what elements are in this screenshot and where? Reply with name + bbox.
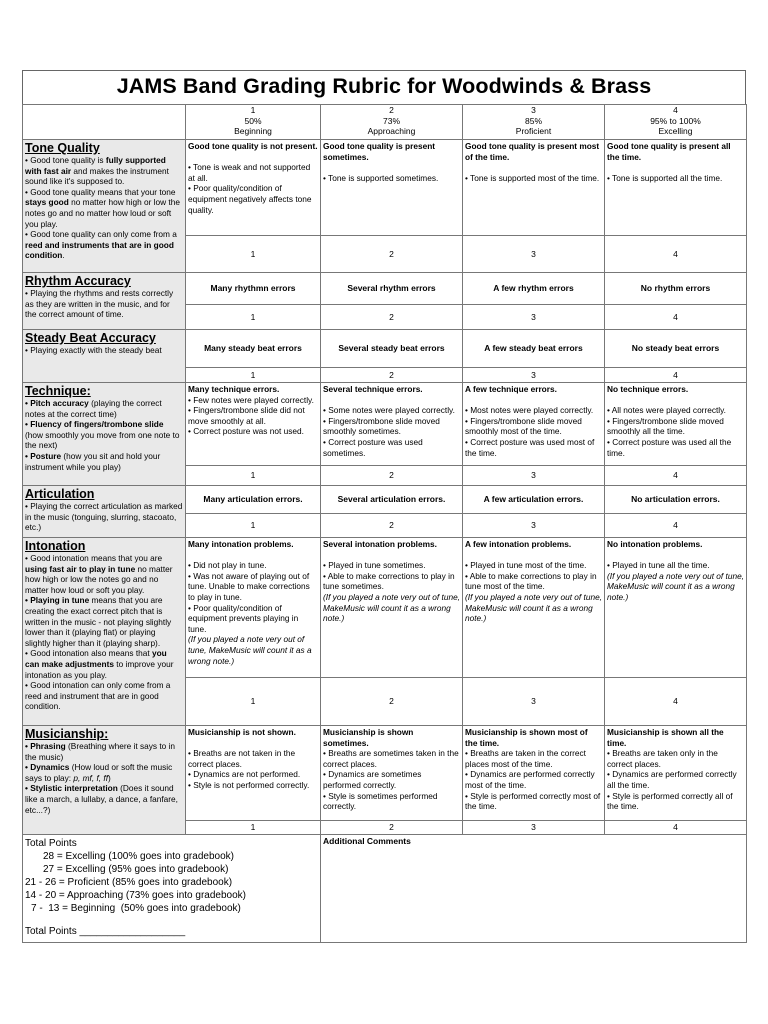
score-cell: 1 (186, 305, 321, 330)
score-cell: 1 (186, 368, 321, 383)
musicianship-level-1: Musicianship is not shown. • Breaths are not taken in the correct places. • Dynamics are not performed. • Style is not performed correctly. (186, 726, 321, 821)
total-line: 7 - 13 = Beginning (50% goes into gradebook) (31, 903, 241, 914)
musicianship-row (23, 726, 747, 821)
score-cell: 4 (605, 514, 747, 538)
score-cell: 4 (605, 305, 747, 330)
score-cell: 1 (186, 236, 321, 273)
rhythm-level-1: Many rhythmn errors (186, 273, 321, 305)
technique-criterion: Technique: • Pitch accuracy (playing the correct notes at the correct time) • Fluency of fingers/trombone slide (how smoothly you move from one note to the next) • Posture (how you sit and hold your instrument while you play) (23, 383, 186, 486)
rubric-page (22, 70, 746, 943)
musicianship-level-3: Musicianship is shown most of the time. • Breaths are taken in the correct places most of the time. • Dynamics are performed correctly most of the time. • Style is performed correctly most of the time. (463, 726, 605, 821)
score-cell: 2 (321, 821, 463, 835)
score-cell: 3 (463, 821, 605, 835)
level-2-header: 2 73% Approaching (321, 105, 463, 140)
rhythm-criterion: Rhythm Accuracy • Playing the rhythms and rests correctly as they are written in the music, and for the correct amount of time. (23, 273, 186, 330)
score-cell: 2 (321, 678, 463, 726)
articulation-level-4: No articulation errors. (605, 486, 747, 514)
score-cell: 1 (186, 514, 321, 538)
rhythm-row (23, 273, 747, 305)
tone-level-4: Good tone quality is present all the time. • Tone is supported all the time. (605, 140, 747, 236)
level-3-header: 3 85% Proficient (463, 105, 605, 140)
score-cell: 3 (463, 236, 605, 273)
tone-level-1: Good tone quality is not present. • Tone is weak and not supported at all. • Poor quality/condition of equipment negatively affects tone quality. (186, 140, 321, 236)
steady-beat-criterion: Steady Beat Accuracy • Playing exactly with the steady beat (23, 330, 186, 383)
score-cell: 4 (605, 678, 747, 726)
total-line: 14 - 20 = Approaching (73% goes into gradebook) (25, 890, 246, 901)
score-cell: 4 (605, 236, 747, 273)
articulation-criterion: Articulation • Playing the correct articulation as marked in the music (tonguing, slurring, stacoato, etc.) (23, 486, 186, 538)
intonation-criterion: Intonation • Good intonation means that you are using fast air to play in tune no matter how high or low the notes go and no matter how loud or soft you play. • Playing in tune means that you are creating the exact correct pitch that is written in the music - not playing slightly lower than it (playing flat) or playing slightly higher than it (playing sharp). • Good intonation also means that you can make adjustments to improve your intonation as you play. • Good intonation can only come from a reed and instrument that are in good condition. (23, 538, 186, 726)
score-cell: 3 (463, 466, 605, 486)
score-cell: 4 (605, 368, 747, 383)
additional-comments-label: Additional Comments (323, 836, 411, 846)
rhythm-level-2: Several rhythm errors (321, 273, 463, 305)
beat-level-3: A few steady beat errors (463, 330, 605, 368)
score-cell: 4 (605, 821, 747, 835)
technique-level-4: No technique errors. • All notes were played correctly. • Fingers/trombone slide moved smoothly all the time. • Correct posture was used all the time. (605, 383, 747, 466)
score-cell: 3 (463, 368, 605, 383)
rhythm-level-4: No rhythm errors (605, 273, 747, 305)
score-cell: 1 (186, 678, 321, 726)
score-cell: 3 (463, 678, 605, 726)
score-cell: 2 (321, 368, 463, 383)
musicianship-level-2: Musicianship is shown sometimes. • Breaths are sometimes taken in the correct places. • Dynamics are sometimes performed correctly. • Style is sometimes performed correctly. (321, 726, 463, 821)
rubric-table (22, 104, 747, 943)
score-cell: 2 (321, 305, 463, 330)
score-cell: 2 (321, 466, 463, 486)
intonation-row (23, 538, 747, 678)
score-cell: 1 (186, 821, 321, 835)
score-cell: 3 (463, 514, 605, 538)
score-cell: 1 (186, 466, 321, 486)
musicianship-criterion: Musicianship: • Phrasing (Breathing where it says to in the music) • Dynamics (How loud or soft the music says to play: p, mf, f, ff) • Stylistic interpretation (Does it sound like a march, a lullaby, a dance, a fanfare, etc...?) (23, 726, 186, 835)
musicianship-level-4: Musicianship is shown all the time. • Breaths are taken only in the correct places. • Dynamics are performed correctly all the time. • Style is performed correctly all of the time. (605, 726, 747, 821)
beat-level-2: Several steady beat errors (321, 330, 463, 368)
steady-beat-row (23, 330, 747, 368)
total-points-box (23, 835, 321, 943)
score-cell: 4 (605, 466, 747, 486)
total-line: 21 - 26 = Proficient (85% goes into gradebook) (25, 877, 233, 888)
total-line: 28 = Excelling (100% goes into gradebook) (43, 851, 234, 862)
total-points-heading: Total Points (25, 838, 77, 849)
articulation-level-2: Several articulation errors. (321, 486, 463, 514)
total-line: 27 = Excelling (95% goes into gradebook) (43, 864, 229, 875)
total-points-blank[interactable]: Total Points ___________________ (25, 926, 186, 937)
beat-level-1: Many steady beat errors (186, 330, 321, 368)
beat-level-4: No steady beat errors (605, 330, 747, 368)
technique-level-3: A few technique errors. • Most notes were played correctly. • Fingers/trombone slide moved smoothly most of the time. • Correct posture was used most of the time. (463, 383, 605, 466)
intonation-level-3: A few intonation problems. • Played in tune most of the time. • Able to make corrections to play in tune most of the time. (If you played a note very out of tune, MakeMusic will count it as a wrong note.) (463, 538, 605, 678)
additional-comments-box[interactable] (321, 835, 747, 943)
totals-row (23, 835, 747, 943)
intonation-level-1: Many intonation problems. • Did not play in tune. • Was not aware of playing out of tune. Unable to make corrections to play in tune. • Poor quality/condition of equipment prevents playing in tune. (If you played a note very out of tune, MakeMusic will count it as a wrong note.) (186, 538, 321, 678)
technique-row (23, 383, 747, 466)
score-cell: 2 (321, 514, 463, 538)
level-4-header: 4 95% to 100% Excelling (605, 105, 747, 140)
articulation-level-1: Many articulation errors. (186, 486, 321, 514)
header-blank (23, 105, 186, 140)
rhythm-level-3: A few rhythm errors (463, 273, 605, 305)
technique-level-1: Many technique errors. • Few notes were played correctly. • Fingers/trombone slide did not move smoothly at all. • Correct posture was not used. (186, 383, 321, 466)
header-row (23, 105, 747, 140)
score-cell: 3 (463, 305, 605, 330)
articulation-row (23, 486, 747, 514)
score-cell: 2 (321, 236, 463, 273)
page-title: JAMS Band Grading Rubric for Woodwinds & Brass (22, 70, 746, 104)
level-1-header: 1 50% Beginning (186, 105, 321, 140)
tone-quality-row (23, 140, 747, 236)
articulation-level-3: A few articulation errors. (463, 486, 605, 514)
intonation-level-2: Several intonation problems. • Played in tune sometimes. • Able to make corrections to play in tune sometimes. (If you played a note very out of tune, MakeMusic will count it as a wrong note.) (321, 538, 463, 678)
intonation-level-4: No intonation problems. • Played in tune all the time. (If you played a note very out of tune, MakeMusic will count it as a wrong note.) (605, 538, 747, 678)
technique-level-2: Several technique errors. • Some notes were played correctly. • Fingers/trombone slide moved smoothly sometimes. • Correct posture was used sometimes. (321, 383, 463, 466)
tone-level-2: Good tone quality is present sometimes. • Tone is supported sometimes. (321, 140, 463, 236)
tone-level-3: Good tone quality is present most of the time. • Tone is supported most of the time. (463, 140, 605, 236)
tone-quality-criterion: Tone Quality • Good tone quality is fully supported with fast air and makes the instrument sound like it's supposed to. • Good tone quality means that your tone stays good no matter how high or low the notes go and no matter how loud or soft you play. • Good tone quality can only come from a reed and instruments that are in good condition. (23, 140, 186, 273)
